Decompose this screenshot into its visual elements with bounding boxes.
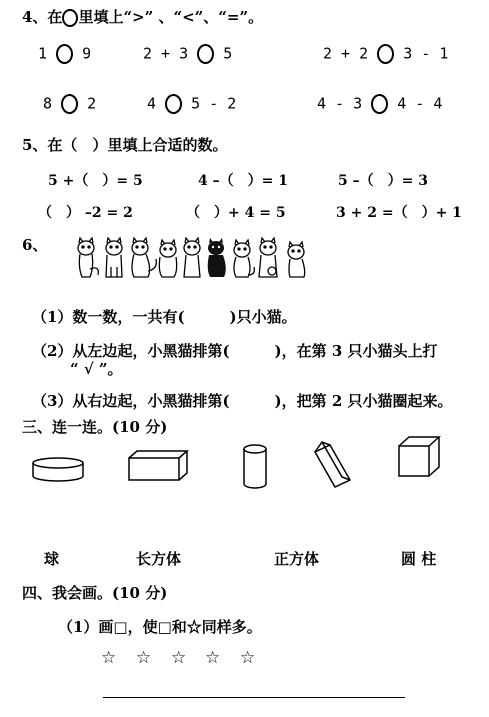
star-icon: ☆ [171,648,187,668]
q4-left: 1 [38,44,48,63]
q5-blank[interactable]: 5 –（ ）= 3 [338,173,428,189]
q6-label: 6、 [22,236,48,254]
cat-icon [78,238,98,277]
answer-circle[interactable] [371,94,388,114]
answer-circle[interactable] [197,44,214,64]
q5-blank[interactable]: （ ）+ 4 = 5 [186,205,286,221]
q6-line-2-cont: “ √ ”。 [70,360,123,378]
q4-right: 2 [87,94,97,113]
q4-right: 5 - 2 [191,94,237,113]
q4-right: 4 - 4 [397,94,443,113]
q4-item [147,94,236,114]
circle-icon [62,9,78,27]
q4-item [323,44,448,64]
cylinder-icon[interactable] [240,442,270,492]
label-cuboid[interactable]: 长方体 [136,550,182,568]
cats-illustration [72,237,312,281]
q4-left: 4 - 3 [317,94,363,113]
cube-icon[interactable] [396,434,442,480]
cat-icon [132,238,156,277]
section-3-header: 三、连一连。(10 分) [22,418,168,436]
q5-blank[interactable]: 4 –（ ）= 1 [198,173,288,189]
drawing-answer-line[interactable] [103,697,405,698]
q4-left: 2 + 2 [323,44,369,63]
star-icon: ☆ [240,648,256,668]
q4-item [43,94,96,114]
answer-circle[interactable] [165,94,182,114]
q6-line-1: （1）数一数，一共有( )只小猫。 [32,308,297,326]
section-4-header: 四、我会画。(10 分) [22,584,168,602]
q6-line-3: （3）从右边起，小黑猫排第( )，把第 2 只小猫圈起来。 [32,392,453,410]
q4-item [317,94,442,114]
cat-icon [259,238,277,277]
q5-blank[interactable]: 3 + 2 =（ ）+ 1 [336,205,462,221]
q5-blank[interactable]: 5 +（ ）= 5 [48,173,143,189]
answer-circle[interactable] [56,44,73,64]
q4-right: 9 [82,44,92,63]
q4-right: 3 - 1 [403,44,449,63]
cuboid-icon[interactable] [126,449,190,483]
tilted-cuboid-icon[interactable] [310,440,356,494]
star-icon: ☆ [101,648,117,668]
q5-header: 5、在（ ）里填上合适的数。 [22,136,228,154]
section-4-instruction: （1）画□，使□和☆同样多。 [58,618,262,636]
q4-header-prefix: 4、在 [22,8,63,26]
star-icon: ☆ [205,648,221,668]
label-cube[interactable]: 正方体 [274,550,320,568]
black-cat-icon [208,238,226,277]
q4-left: 2 + 3 [143,44,189,63]
disk-cylinder-icon[interactable] [30,456,86,486]
cat-icon [184,238,200,277]
q4-header-suffix: 里填上“>” 、“<”、“=”。 [78,8,264,26]
cat-icon [159,240,176,277]
label-sphere[interactable]: 球 [44,550,60,568]
cat-icon [234,240,254,277]
q4-item [38,44,91,64]
q4-left: 8 [43,94,53,113]
answer-circle[interactable] [61,94,78,114]
q6-line-2: （2）从左边起，小黑猫排第( )，在第 3 只小猫头上打 [32,342,438,360]
q4-left: 4 [147,94,157,113]
answer-circle[interactable] [377,44,394,64]
cat-icon [288,242,305,277]
label-cylinder[interactable]: 圆 柱 [401,550,437,568]
star-icon: ☆ [136,648,152,668]
cat-icon [106,238,122,277]
q4-header [22,6,263,27]
q4-right: 5 [223,44,233,63]
q4-item [143,44,232,64]
q5-blank[interactable]: （ ） –2 = 2 [38,205,133,221]
